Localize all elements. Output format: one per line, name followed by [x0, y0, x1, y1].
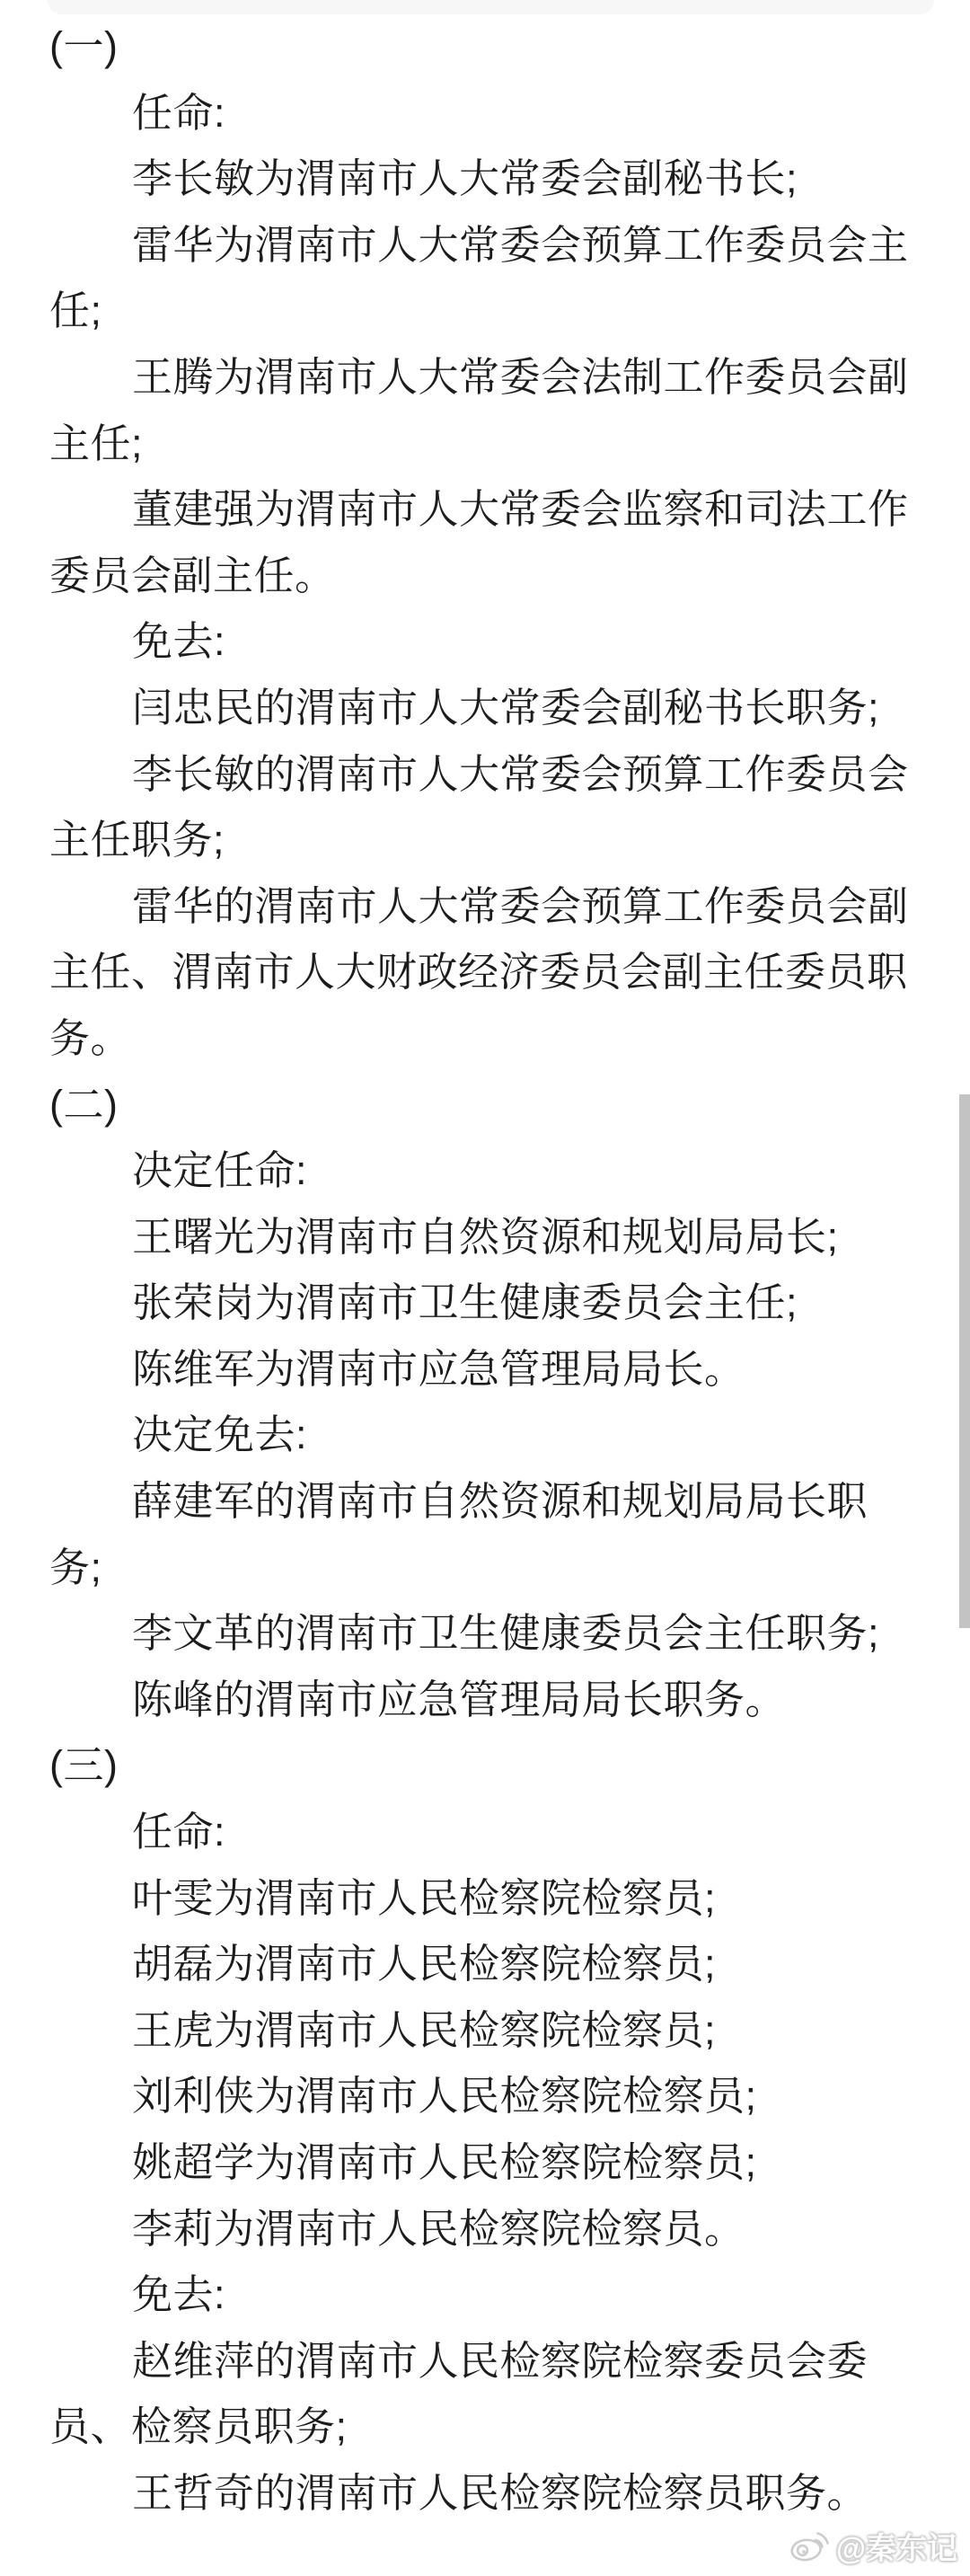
text-line: 免去:: [132, 2271, 226, 2318]
text-line: 李长敏为渭南市人大常委会副秘书长;: [132, 155, 798, 202]
document-body: [49, 13, 932, 2527]
text-line: 叶雯为渭南市人民检察院检察员;: [132, 1874, 717, 1921]
text-line: 李长敏的渭南市人大常委会预算工作委员会: [132, 750, 909, 797]
text-line: 雷华为渭南市人大常委会预算工作委员会主: [132, 221, 909, 268]
previous-card-bottom-edge: [48, 0, 934, 14]
text-line: 任;: [49, 288, 102, 334]
text-line: 主任职务;: [49, 817, 225, 863]
text-line: 王腾为渭南市人大常委会法制工作委员会副: [132, 353, 909, 400]
text-line: 王曙光为渭南市自然资源和规划局局长;: [132, 1213, 839, 1260]
text-line: 李文革的渭南市卫生健康委员会主任职务;: [132, 1610, 880, 1657]
text-line: 主任;: [49, 420, 144, 466]
text-line: (一): [49, 23, 119, 69]
text-line: 董建强为渭南市人大常委会监察和司法工作: [132, 486, 909, 533]
text-line: 姚超学为渭南市人民检察院检察员;: [132, 2139, 757, 2185]
text-line: 刘利侠为渭南市人民检察院检察员;: [132, 2073, 757, 2120]
text-line: 主任、渭南市人大财政经济委员会副主任委员职: [49, 949, 908, 996]
text-line: 免去:: [132, 618, 226, 665]
text-line: (三): [49, 1742, 119, 1789]
watermark: [789, 2524, 957, 2568]
scrollbar-thumb[interactable]: [959, 1094, 970, 1628]
text-line: 李莉为渭南市人民检察院检察员。: [132, 2205, 745, 2252]
text-line: 员、检察员职务;: [49, 2403, 348, 2450]
text-line: 王虎为渭南市人民检察院检察员;: [132, 2006, 717, 2053]
text-line: 雷华的渭南市人大常委会预算工作委员会副: [132, 882, 909, 929]
text-line: 胡磊为渭南市人民检察院检察员;: [132, 1941, 717, 1987]
text-line: 务。: [49, 1014, 132, 1061]
watermark-handle: @秦东记: [835, 2532, 957, 2566]
text-line: 务;: [49, 1544, 102, 1590]
text-line: 赵维萍的渭南市人民检察院检察委员会委: [132, 2337, 869, 2384]
text-line: 薛建军的渭南市自然资源和规划局局长职: [132, 1478, 869, 1525]
text-line: 陈维军为渭南市应急管理局局长。: [132, 1345, 745, 1392]
text-line: 决定免去:: [132, 1412, 308, 1458]
text-line: 任命:: [132, 1809, 226, 1855]
text-line: 闫忠民的渭南市人大常委会副秘书长职务;: [132, 684, 880, 730]
text-line: 张荣岗为渭南市卫生健康委员会主任;: [132, 1279, 798, 1326]
text-line: 任命:: [132, 89, 226, 136]
weibo-icon: [789, 2529, 830, 2563]
text-line: 陈峰的渭南市应急管理局局长职务。: [132, 1676, 787, 1722]
text-line: 决定任命:: [132, 1147, 308, 1194]
text-line: 王哲奇的渭南市人民检察院检察员职务。: [132, 2469, 869, 2516]
text-line: (二): [49, 1081, 119, 1128]
text-line: 委员会副主任。: [49, 552, 336, 598]
